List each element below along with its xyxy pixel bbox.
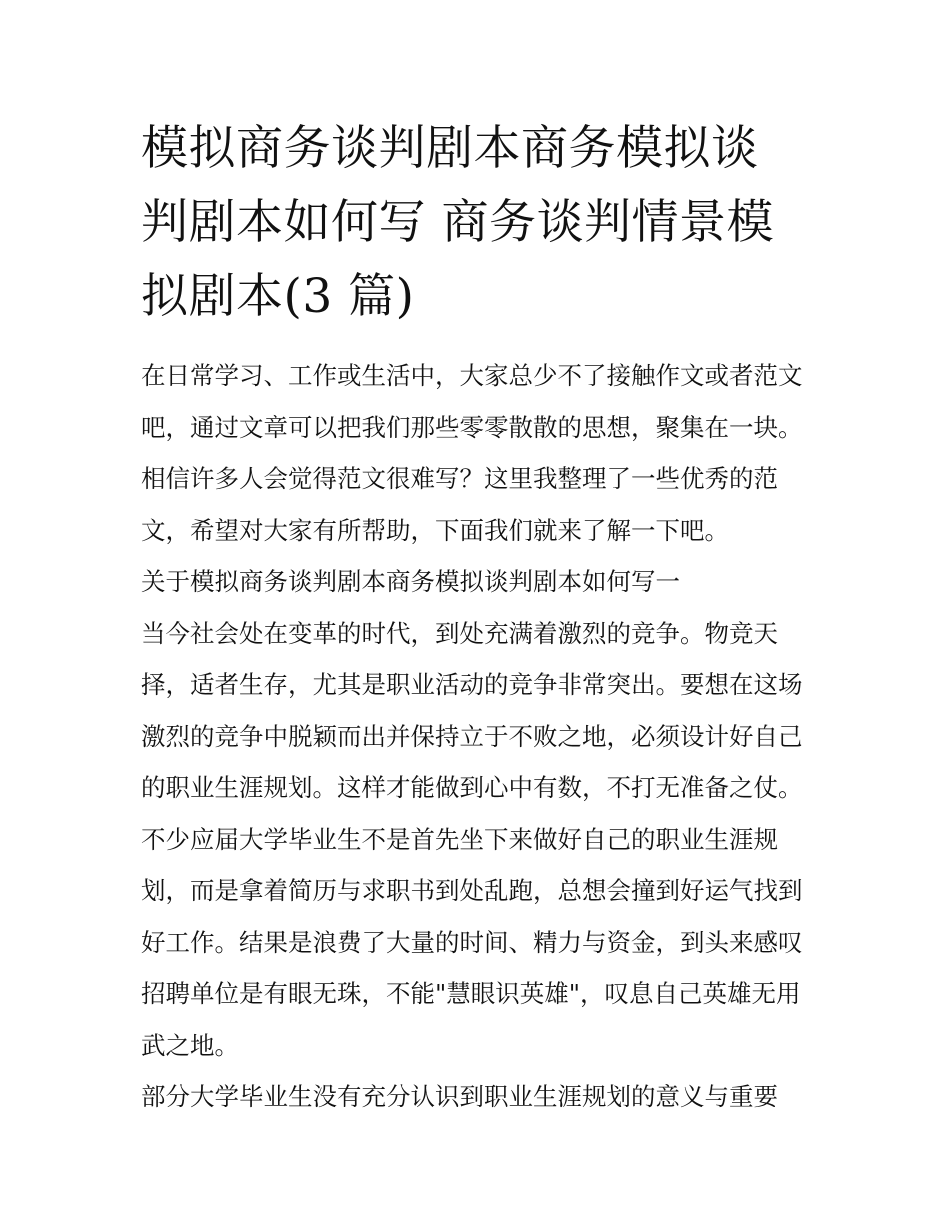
body-paragraph — [141, 1071, 813, 1123]
text-line: 激烈的竞争中脱颖而出并保持立于不败之地，必须设计好自己 — [141, 721, 803, 751]
document-title — [141, 112, 813, 334]
text-line: 关于模拟商务谈判剧本商务模拟谈判剧本如何写一 — [141, 567, 680, 596]
text-line: 的职业生涯规划。这样才能做到心中有数，不打无准备之仗。 — [141, 773, 803, 802]
title-line: 模拟商务谈判剧本商务模拟谈 — [141, 121, 759, 176]
text-line: 招聘单位是有眼无珠，不能"慧眼识英雄"，叹息自己英雄无用 — [141, 979, 801, 1008]
text-line: 当今社会处在变革的时代，到处充满着激烈的竞争。物竞天 — [141, 618, 778, 648]
intro-paragraph — [141, 350, 813, 556]
text-line: 相信许多人会觉得范文很难写？这里我整理了一些优秀的范 — [141, 464, 778, 493]
text-line: 好工作。结果是浪费了大量的时间、精力与资金，到头来感叹 — [141, 927, 803, 957]
text-line: 文，希望对大家有所帮助，下面我们就来了解一下吧。 — [141, 515, 729, 545]
title-line: 拟剧本(3 篇) — [141, 269, 415, 324]
text-line: 择，适者生存，尤其是职业活动的竞争非常突出。要想在这场 — [141, 670, 803, 699]
text-line: 武之地。 — [141, 1030, 239, 1060]
body-paragraph — [141, 608, 813, 1072]
text-line: 部分大学毕业生没有充分认识到职业生涯规划的意义与重要 — [141, 1082, 778, 1111]
title-line: 判剧本如何写 商务谈判情景模 — [141, 195, 774, 250]
document-content — [141, 112, 813, 1123]
text-line: 吧，通过文章可以把我们那些零零散散的思想，聚集在一块。 — [141, 412, 803, 442]
text-line: 不少应届大学毕业生不是首先坐下来做好自己的职业生涯规 — [141, 824, 778, 854]
document-body — [141, 350, 813, 1123]
section-heading — [141, 556, 813, 608]
text-line: 在日常学习、工作或生活中，大家总少不了接触作文或者范文 — [141, 361, 803, 390]
text-line: 划，而是拿着简历与求职书到处乱跑，总想会撞到好运气找到 — [141, 876, 803, 905]
